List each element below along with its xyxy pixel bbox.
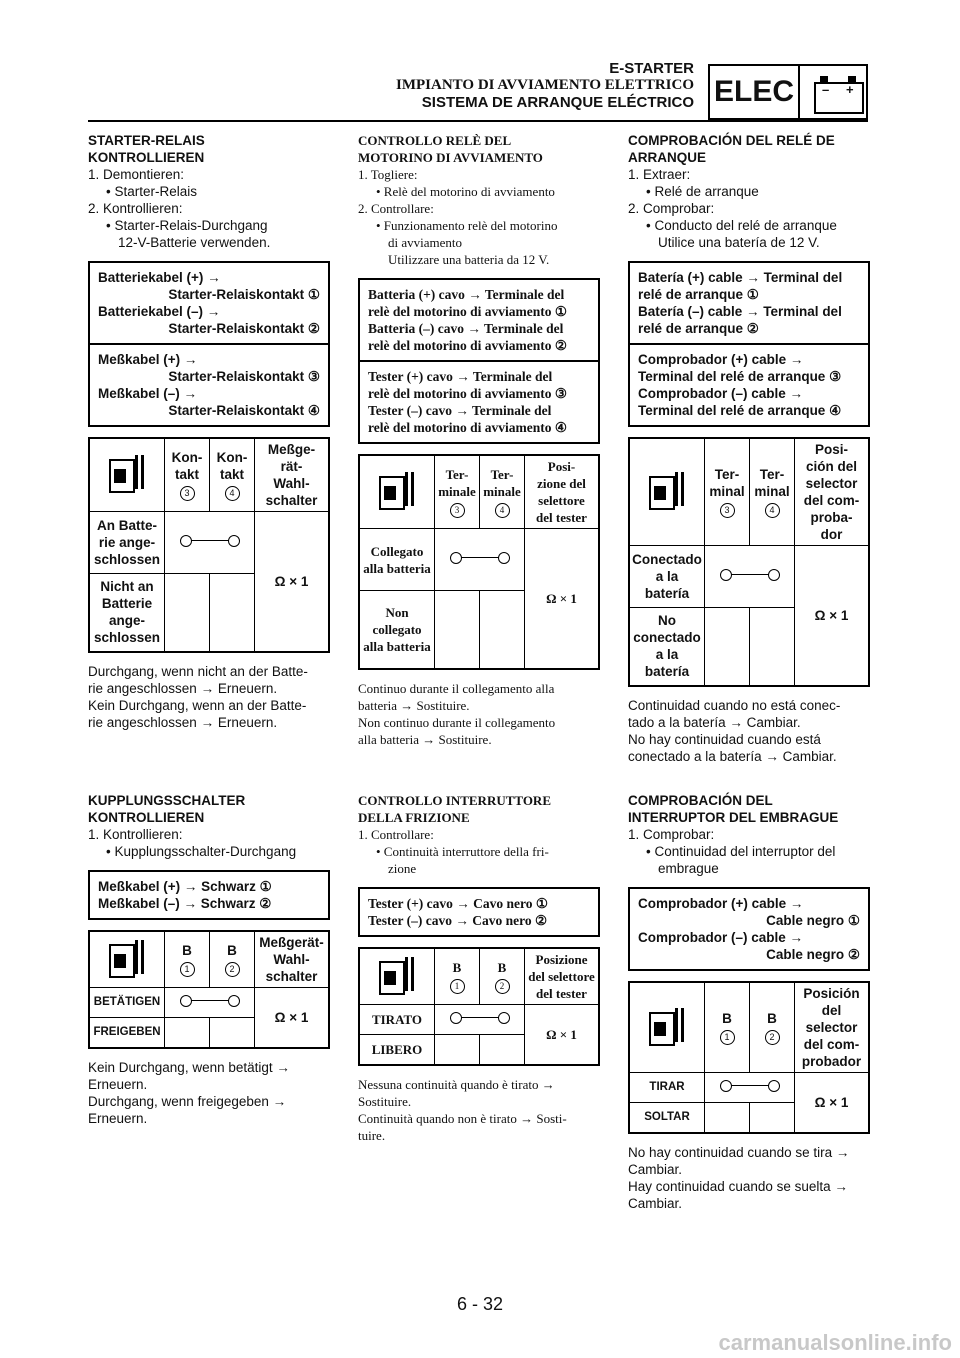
row-label-1 (89, 988, 165, 1018)
connection-line: relé de arranque ② (638, 321, 759, 336)
selector-header-label: Posi- zione del selettore del tester (536, 459, 587, 525)
connection-box (628, 887, 870, 971)
multimeter-icon (647, 1006, 687, 1046)
row-label-1 (629, 1073, 705, 1103)
step-2-item: • Starter-Relais-Durchgang (106, 218, 268, 233)
connection-section (90, 872, 328, 918)
connection-section (360, 360, 598, 442)
step-1: 1. Controllare: (358, 827, 434, 842)
continuity-cell (705, 546, 795, 608)
note-line: No hay continuidad cuando está (628, 731, 821, 747)
note-line: Continuo durante il collegamento alla (358, 680, 555, 696)
range-cell: Ω × 1 (795, 546, 870, 686)
multimeter-icon (107, 453, 147, 493)
terminal-number: 4 (765, 503, 780, 518)
tester-icon-cell (359, 455, 435, 529)
selector-header (525, 455, 600, 529)
terminal-header (210, 438, 255, 512)
continuity-table (88, 930, 330, 1049)
selector-header-label: Posi- ción del selector del com- proba- dor (803, 442, 860, 542)
empty-cell (750, 608, 795, 686)
row-label-2-text: Nicht an Batterie ange- schlossen (93, 579, 161, 646)
connection-line: Meßkabel (+) → Schwarz ① (98, 879, 272, 894)
range-cell: Ω × 1 (525, 1005, 600, 1065)
empty-cell (435, 591, 480, 669)
connection-section (630, 343, 868, 425)
step-2: 2. Kontrollieren: (88, 201, 183, 216)
connection-line: Starter-Relaiskontakt ① (168, 287, 320, 302)
note-line: Sostituire. (358, 1093, 412, 1109)
connection-line: relè del motorino di avviamento ④ (368, 420, 567, 435)
continuity-table (628, 981, 870, 1134)
section-header (396, 60, 694, 111)
terminal-header (705, 438, 750, 546)
connection-line: relè del motorino di avviamento ① (368, 304, 567, 319)
empty-cell (705, 1103, 750, 1133)
terminal-header (750, 438, 795, 546)
row-label-1 (359, 1005, 435, 1035)
connection-line: Meßkabel (–) → Schwarz ② (98, 896, 272, 911)
step-1: 1. Demontieren: (88, 167, 185, 182)
connection-line: relè del motorino di avviamento ② (368, 338, 567, 353)
continuity-symbol (720, 1079, 780, 1093)
step-1-item-cont: zione (388, 861, 417, 876)
continuity-symbol (450, 551, 510, 565)
row-label-2 (359, 1035, 435, 1065)
elec-label: ELEC (710, 66, 800, 118)
terminal-number: 1 (720, 1030, 735, 1045)
section-title-line-2: DELLA FRIZIONE (358, 810, 470, 825)
terminal-header-label: Kon- takt (171, 450, 203, 482)
range-cell: Ω × 1 (255, 988, 330, 1048)
section-es-clutch-switch (628, 792, 870, 1212)
note-line: Cambiar. (628, 1195, 683, 1211)
continuity-table (628, 437, 870, 687)
terminal-header (210, 931, 255, 988)
empty-cell (210, 574, 255, 652)
empty-cell (480, 591, 525, 669)
connection-line: Cable negro ① (766, 913, 860, 928)
section-title-line-1: COMPROBACIÓN DEL (628, 793, 773, 808)
section-title-line-1: COMPROBACIÓN DEL RELÉ DE (628, 133, 835, 148)
section-title-line-1: CONTROLLO RELÈ DEL (358, 133, 512, 148)
continuity-cell (705, 1073, 795, 1103)
note-line: batteria → Sostituire. (358, 697, 470, 713)
section-title-line-2: KONTROLLIEREN (88, 810, 205, 825)
note-line: Kein Durchgang, wenn betätigt → (88, 1059, 290, 1075)
selector-header-label: Meßge- rät- Wahl- schalter (265, 442, 318, 508)
note-line: tado a la batería → Cambiar. (628, 714, 801, 730)
terminal-header (750, 982, 795, 1073)
tester-icon-cell (359, 948, 435, 1005)
connection-line: Starter-Relaiskontakt ③ (168, 369, 320, 384)
row-label-1 (89, 512, 165, 574)
section-title-line-1: CONTROLLO INTERRUTTORE (358, 793, 551, 808)
step-1: 1. Togliere: (358, 167, 418, 182)
multimeter-icon (647, 470, 687, 510)
row-label-2 (629, 1103, 705, 1133)
row-label-2-text: No conectado a la batería (633, 613, 701, 680)
continuity-table (358, 454, 600, 670)
selector-header (255, 931, 330, 988)
connection-line: Starter-Relaiskontakt ④ (168, 403, 320, 418)
row-label-1 (629, 546, 705, 608)
section-de-clutch-switch (88, 792, 330, 1127)
multimeter-icon (377, 470, 417, 510)
header-rule (88, 120, 868, 122)
empty-cell (705, 608, 750, 686)
connection-box (358, 887, 600, 937)
row-label-1-text: BETÄTIGEN (93, 996, 161, 1008)
multimeter-icon (377, 955, 417, 995)
terminal-header (165, 931, 210, 988)
step-1-item: • Continuità interruttore della fri- (376, 844, 549, 859)
step-1: 1. Comprobar: (628, 827, 715, 842)
empty-cell (165, 574, 210, 652)
connection-line: Tester (+) cavo → Cavo nero ① (368, 896, 549, 911)
section-title-line-2: ARRANQUE (628, 150, 707, 165)
connection-line: relé de arranque ① (638, 287, 759, 302)
note-line: Nessuna continuità quando è tirato → (358, 1076, 555, 1092)
selector-header (795, 438, 870, 546)
step-1: 1. Kontrollieren: (88, 827, 183, 842)
step-1-item-cont: embrague (658, 861, 719, 876)
tester-icon-cell (629, 982, 705, 1073)
terminal-header-label: B (722, 1011, 732, 1026)
battery-plus: + (846, 82, 854, 97)
terminal-header-label: B (497, 960, 507, 975)
connection-section (360, 889, 598, 935)
empty-cell (165, 1018, 210, 1048)
note-line: rie angeschlossen → Erneuern. (88, 714, 278, 730)
terminal-header-label: Ter- minal (709, 467, 745, 499)
connection-line: relè del motorino di avviamento ③ (368, 386, 567, 401)
empty-cell (750, 1103, 795, 1133)
terminal-number: 3 (180, 486, 195, 501)
section-title-line-1: KUPPLUNGSSCHALTER (88, 793, 246, 808)
row-label-2-text: Non collegato alla batteria (363, 604, 431, 654)
multimeter-icon (107, 938, 147, 978)
continuity-symbol (180, 534, 240, 548)
tester-icon-cell (89, 438, 165, 512)
continuity-cell (165, 988, 255, 1018)
connection-section (360, 280, 598, 360)
row-label-2-text: LIBERO (371, 1041, 423, 1057)
section-it-clutch-switch (358, 792, 600, 1144)
terminal-header-label: Ter- minale (483, 467, 521, 499)
terminal-number: 1 (450, 979, 465, 994)
section-es-starter-relay (628, 132, 870, 765)
terminal-header (480, 455, 525, 529)
note-line: Erneuern. (88, 1110, 148, 1126)
connection-box (88, 870, 330, 920)
section-title-line-1: STARTER-RELAIS (88, 133, 205, 148)
terminal-number: 2 (495, 979, 510, 994)
step-2: 2. Comprobar: (628, 201, 715, 216)
note-line: tuire. (358, 1127, 386, 1143)
empty-cell (480, 1035, 525, 1065)
note-line: Continuità quando non è tirato → Sosti- (358, 1110, 567, 1126)
header-line-3: SISTEMA DE ARRANQUE ELÉCTRICO (421, 94, 694, 111)
range-cell: Ω × 1 (795, 1073, 870, 1133)
step-2-item-cont: 12-V-Batterie verwenden. (118, 235, 271, 250)
terminal-header (480, 948, 525, 1005)
connection-line: Batteria (+) cavo → Terminale del (368, 287, 565, 302)
terminal-header (435, 455, 480, 529)
step-2-item: • Funzionamento relè del motorino (376, 218, 558, 233)
connection-line: Tester (+) cavo → Terminale del (368, 369, 553, 384)
header-line-1: E-STARTER (609, 60, 694, 77)
continuity-table (358, 947, 600, 1066)
note-line: Continuidad cuando no está conec- (628, 697, 841, 713)
battery-minus: – (822, 82, 830, 97)
connection-line: Cable negro ② (766, 947, 860, 962)
connection-line: Batteria (–) cavo → Terminale del (368, 321, 564, 336)
row-label-1-text: Collegato alla batteria (363, 543, 431, 576)
section-title-line-2: MOTORINO DI AVVIAMENTO (358, 150, 543, 165)
connection-box (628, 261, 870, 427)
row-label-2-text: SOLTAR (644, 1110, 690, 1123)
section-title-line-2: KONTROLLIEREN (88, 150, 205, 165)
connection-line: Meßkabel (+) → (98, 352, 198, 367)
row-label-2 (89, 1018, 165, 1048)
connection-section (90, 343, 328, 425)
note-line: Non continuo durante il collegamento (358, 714, 556, 730)
terminal-header-label: B (227, 943, 237, 958)
section-title-line-2: INTERRUPTOR DEL EMBRAGUE (628, 810, 839, 825)
connection-line: Comprobador (–) cable → (638, 930, 804, 945)
terminal-header-label: Ter- minale (438, 467, 476, 499)
connection-line: Starter-Relaiskontakt ② (168, 321, 320, 336)
note-line: Cambiar. (628, 1161, 683, 1177)
terminal-number: 4 (225, 486, 240, 501)
row-label-1-text: TIRAR (649, 1081, 685, 1093)
battery-icon (800, 66, 866, 118)
note-line: Erneuern. (88, 1076, 148, 1092)
section-it-starter-relay (358, 132, 600, 748)
note-line: rie angeschlossen → Erneuern. (88, 680, 278, 696)
connection-line: Meßkabel (–) → (98, 386, 198, 401)
terminal-header-label: B (767, 1011, 777, 1026)
connection-line: Comprobador (–) cable → (638, 386, 804, 401)
connection-line: Batteriekabel (–) → (98, 304, 221, 319)
continuity-table (88, 437, 330, 653)
step-2-item: • Conducto del relé de arranque (646, 218, 837, 233)
header-line-2: IMPIANTO DI AVVIAMENTO ELETTRICO (396, 77, 694, 93)
step-1-item: • Starter-Relais (106, 184, 197, 199)
terminal-number: 4 (495, 503, 510, 518)
row-label-2-text: FREIGEBEN (93, 1025, 161, 1038)
range-cell: Ω × 1 (525, 529, 600, 669)
row-label-1-text: An Batte- rie ange- schlossen (93, 518, 161, 567)
connection-line: Tester (–) cavo → Cavo nero ② (368, 913, 548, 928)
connection-line: Batteriekabel (+) → (98, 270, 221, 285)
range-cell: Ω × 1 (255, 512, 330, 652)
note-line: alla batteria → Sostituire. (358, 731, 492, 747)
terminal-number: 1 (180, 962, 195, 977)
step-2: 2. Controllare: (358, 201, 434, 216)
row-label-1-text: Conectado a la batería (632, 552, 702, 601)
connection-line: Terminal del relé de arranque ③ (638, 369, 842, 384)
terminal-number: 3 (720, 503, 735, 518)
connection-line: Comprobador (+) cable → (638, 896, 804, 911)
empty-cell (435, 1035, 480, 1065)
terminal-header (705, 982, 750, 1073)
terminal-number: 2 (225, 962, 240, 977)
step-2-item-cont: di avviamento (388, 235, 463, 250)
step-1-item: • Relè del motorino di avviamento (376, 184, 555, 199)
terminal-header (165, 438, 210, 512)
continuity-symbol (180, 994, 240, 1008)
row-label-2 (89, 574, 165, 652)
connection-section (630, 889, 868, 969)
connection-box (88, 261, 330, 427)
watermark: carmanualsonline.info (718, 1330, 952, 1355)
continuity-cell (165, 512, 255, 574)
continuity-cell (435, 529, 525, 591)
empty-cell (210, 1018, 255, 1048)
terminal-header (435, 948, 480, 1005)
note-line: Kein Durchgang, wenn an der Batte- (88, 697, 307, 713)
continuity-cell (435, 1005, 525, 1035)
terminal-header-label: Ter- minal (754, 467, 790, 499)
step-1-item: • Kupplungsschalter-Durchgang (106, 844, 297, 859)
step-2-item-cont: Utilice una batería de 12 V. (658, 235, 820, 250)
section-de-starter-relay (88, 132, 330, 731)
connection-line: Batería (+) cable → Terminal del (638, 270, 843, 285)
step-1: 1. Extraer: (628, 167, 691, 182)
selector-header-label: Meßgerät- Wahl- schalter (259, 935, 324, 984)
tester-icon-cell (89, 931, 165, 988)
connection-line: Comprobador (+) cable → (638, 352, 804, 367)
row-label-1 (359, 529, 435, 591)
selector-header (795, 982, 870, 1073)
continuity-symbol (450, 1011, 510, 1025)
step-2-item-cont-2: Utilizzare una batteria da 12 V. (388, 252, 550, 267)
connection-line: Terminal del relé de arranque ④ (638, 403, 842, 418)
terminal-number: 3 (450, 503, 465, 518)
selector-header-label: Posizione del selettore del tester (528, 952, 595, 1001)
note-line: Durchgang, wenn nicht an der Batte- (88, 663, 308, 679)
connection-box (358, 278, 600, 444)
terminal-header-label: B (182, 943, 192, 958)
note-line: Hay continuidad cuando se suelta → (628, 1178, 848, 1194)
terminal-header-label: B (452, 960, 462, 975)
selector-header (525, 948, 600, 1005)
continuity-symbol (720, 568, 780, 582)
note-line: conectado a la batería → Cambiar. (628, 748, 837, 764)
tester-icon-cell (629, 438, 705, 546)
row-label-2 (629, 608, 705, 686)
row-label-2 (359, 591, 435, 669)
step-1-item: • Continuidad del interruptor del (646, 844, 836, 859)
selector-header (255, 438, 330, 512)
elec-badge (708, 64, 868, 120)
connection-line: Batería (–) cable → Terminal del (638, 304, 842, 319)
step-1-item: • Relé de arranque (646, 184, 759, 199)
note-line: No hay continuidad cuando se tira → (628, 1144, 850, 1160)
connection-section (90, 263, 328, 343)
note-line: Durchgang, wenn freigegeben → (88, 1093, 287, 1109)
connection-line: Tester (–) cavo → Terminale del (368, 403, 552, 418)
connection-section (630, 263, 868, 343)
page-number: 6 - 32 (456, 1294, 504, 1314)
terminal-number: 2 (765, 1030, 780, 1045)
row-label-1-text: TIRATO (371, 1012, 423, 1027)
selector-header-label: Posición del selector del com- probador (801, 986, 862, 1069)
terminal-header-label: Kon- takt (216, 450, 248, 482)
